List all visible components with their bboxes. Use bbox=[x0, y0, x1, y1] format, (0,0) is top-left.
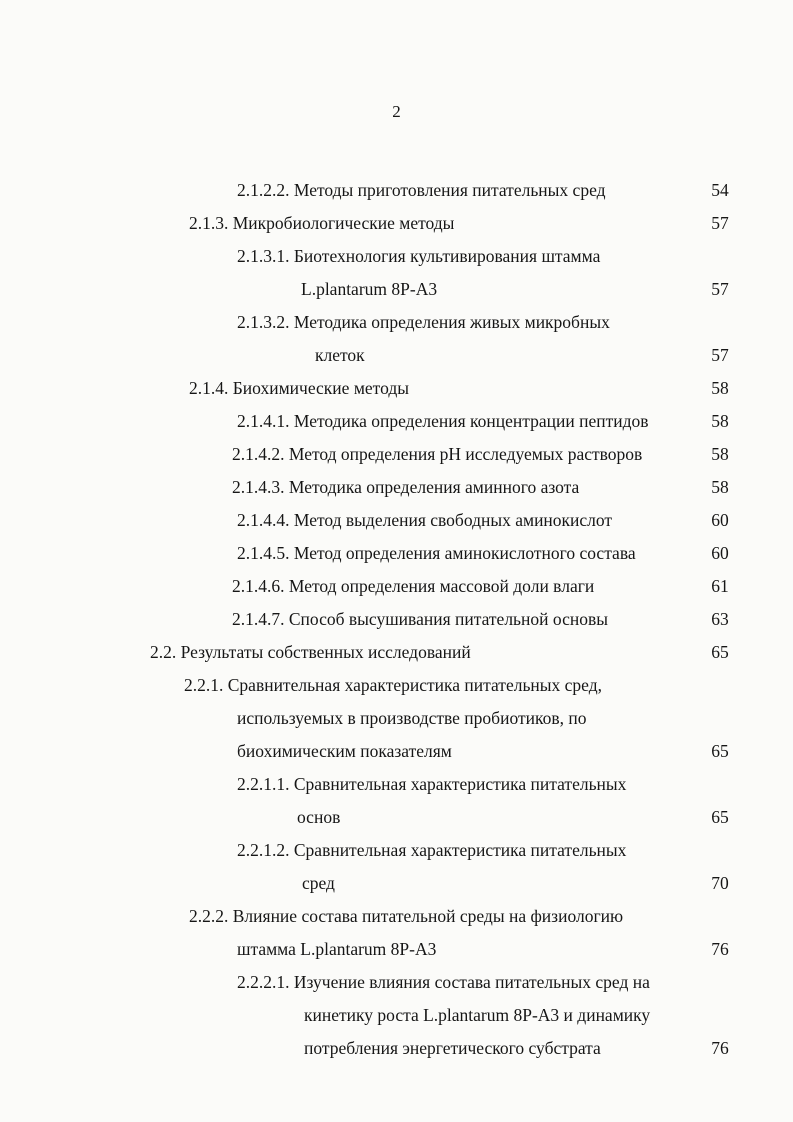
toc-entry: 2.1.3.2. Методика определения живых микробных bbox=[237, 312, 610, 332]
toc-page-number: 58 bbox=[711, 444, 729, 464]
toc-entry: 2.2.1. Сравнительная характеристика питательных сред, bbox=[184, 675, 603, 695]
toc-page-number: 57 bbox=[711, 345, 729, 365]
toc-page-number: 60 bbox=[711, 510, 729, 530]
toc-entry: 2.1.4. Биохимические методы bbox=[189, 378, 409, 398]
toc-entry-continuation: штамма L.plantarum 8Р-А3 bbox=[237, 939, 437, 959]
toc-entry-continuation: сред bbox=[302, 873, 335, 893]
toc-entry-continuation: основ bbox=[297, 807, 341, 827]
toc-entry-continuation: L.plantarum 8Р-А3 bbox=[301, 279, 438, 299]
toc-page-number: 60 bbox=[711, 543, 729, 563]
toc-entry: 2.2.2.1. Изучение влияния состава питательных сред на bbox=[237, 972, 650, 992]
toc-entry: 2.1.4.3. Методика определения аминного азота bbox=[232, 477, 580, 497]
toc-page-number: 65 bbox=[711, 807, 729, 827]
toc-page-number: 61 bbox=[711, 576, 729, 596]
toc-page-number: 58 bbox=[711, 411, 729, 431]
toc-entry: 2.1.4.6. Метод определения массовой доли влаги bbox=[232, 576, 595, 596]
toc-entry: 2.1.4.5. Метод определения аминокислотного состава bbox=[237, 543, 636, 563]
toc-entry: 2.1.4.4. Метод выделения свободных аминокислот bbox=[237, 510, 613, 530]
toc-entry-continuation: используемых в производстве пробиотиков, по bbox=[237, 708, 587, 728]
toc-entry: 2.2.1.1. Сравнительная характеристика питательных bbox=[237, 774, 627, 794]
toc-page-number: 57 bbox=[711, 279, 729, 299]
page-number: 2 bbox=[392, 102, 401, 121]
toc-entry: 2.2.1.2. Сравнительная характеристика питательных bbox=[237, 840, 627, 860]
toc-entry-continuation: клеток bbox=[315, 345, 365, 365]
toc-entry: 2.1.3. Микробиологические методы bbox=[189, 213, 455, 233]
toc-entry: 2.1.4.7. Способ высушивания питательной основы bbox=[232, 609, 608, 629]
toc-entry: 2.1.2.2. Методы приготовления питательных сред bbox=[237, 180, 606, 200]
toc-entry-continuation: кинетику роста L.plantarum 8Р-А3 и динамику bbox=[304, 1005, 651, 1025]
toc-entry: 2.1.4.1. Методика определения концентрации пептидов bbox=[237, 411, 649, 431]
toc-page-number: 65 bbox=[711, 642, 729, 662]
toc-entry-continuation: потребления энергетического субстрата bbox=[304, 1038, 601, 1058]
toc-entry-continuation: биохимическим показателям bbox=[237, 741, 452, 761]
toc-page-number: 58 bbox=[711, 477, 729, 497]
toc-page-number: 54 bbox=[711, 180, 729, 200]
toc-page-number: 76 bbox=[711, 1038, 729, 1058]
toc-entry: 2.2.2. Влияние состава питательной среды на физиологию bbox=[189, 906, 624, 926]
toc-page-number: 58 bbox=[711, 378, 729, 398]
toc-entry: 2.2. Результаты собственных исследований bbox=[150, 642, 471, 662]
toc-entry: 2.1.4.2. Метод определения рН исследуемых растворов bbox=[232, 444, 643, 464]
toc-page-number: 70 bbox=[711, 873, 729, 893]
toc-page-number: 57 bbox=[711, 213, 729, 233]
toc-entry: 2.1.3.1. Биотехнология культивирования штамма bbox=[237, 246, 601, 266]
toc-page-number: 63 bbox=[711, 609, 729, 629]
toc-page-number: 76 bbox=[711, 939, 729, 959]
toc-page-number: 65 bbox=[711, 741, 729, 761]
